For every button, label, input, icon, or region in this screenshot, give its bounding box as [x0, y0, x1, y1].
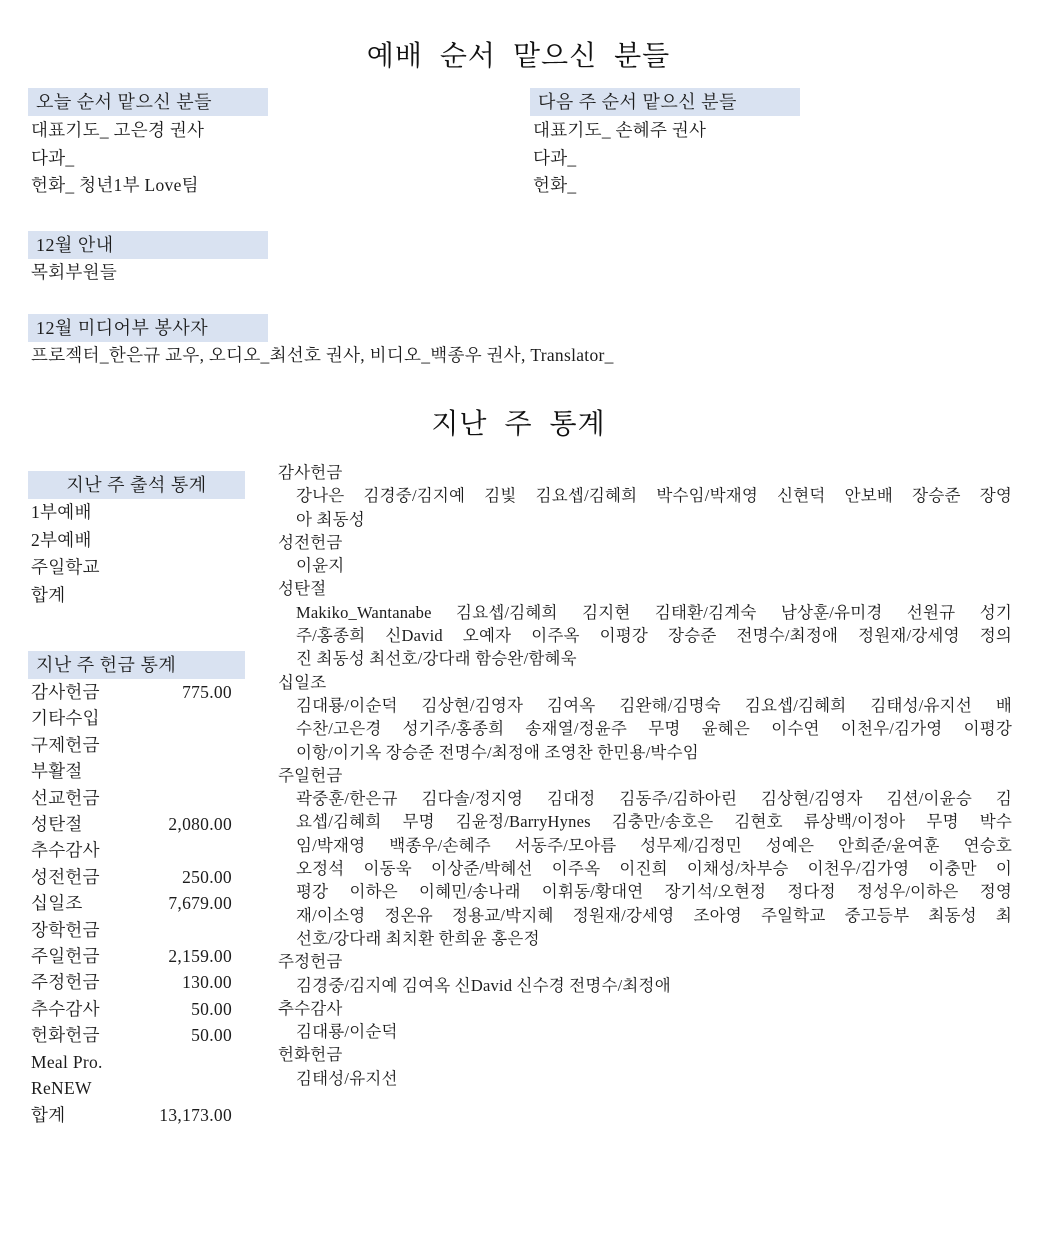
offering-row-value: 50.00	[191, 998, 232, 1019]
offering-row	[31, 679, 232, 705]
donor-section-heading: 성탄절	[278, 579, 327, 599]
today-assignments-list	[31, 117, 204, 200]
offering-row-label: 추수감사	[31, 840, 100, 861]
attendance-row-label: 1부예배	[31, 502, 92, 522]
offering-row-label: 주일헌금	[31, 946, 100, 967]
offering-row-label: 선교헌금	[31, 787, 100, 808]
offering-row	[31, 837, 232, 863]
attendance-row	[31, 499, 100, 527]
offering-stats-header: 지난 주 헌금 통계	[28, 651, 245, 679]
offering-row	[31, 864, 232, 890]
donor-section-heading: 감사헌금	[278, 463, 343, 482]
offering-row-value: 2,080.00	[168, 814, 232, 835]
offering-row	[31, 917, 232, 943]
december-notice-header: 12월 안내	[28, 231, 268, 259]
offering-row-label: 성전헌금	[31, 866, 100, 887]
notice-line: 목회부원들	[31, 262, 118, 282]
assignment-line: 헌화_	[533, 175, 577, 195]
donor-section-heading: 성전헌금	[278, 532, 343, 552]
donor-name-line: 선호/강다래 최치환 한희윤 홍은정	[296, 928, 540, 948]
attendance-stats-header: 지난 주 출석 통계	[28, 471, 245, 499]
offering-row	[31, 996, 232, 1022]
offering-row	[31, 1075, 232, 1101]
offering-row	[31, 969, 232, 995]
offering-row-label: 십일조	[31, 893, 83, 914]
offering-row-label: 감사헌금	[31, 682, 100, 702]
offering-row-value: 13,173.00	[159, 1104, 232, 1125]
today-assignments-header: 오늘 순서 맡으신 분들	[28, 88, 268, 116]
offering-row-label: Meal Pro.	[31, 1051, 103, 1072]
donor-name-line: 김태성/유지선	[296, 1068, 398, 1088]
donor-section-heading: 헌화헌금	[278, 1045, 343, 1065]
donor-section-heading: 추수감사	[278, 998, 343, 1018]
offering-row	[31, 1049, 232, 1075]
offering-row-label: ReNEW	[31, 1078, 92, 1099]
donor-name-line: 김대룡/이순덕 김상현/김영자 김여옥 김완해/김명숙 김요셉/김혜희 김태성/유지선 배	[296, 695, 1012, 715]
attendance-row-label: 합계	[31, 584, 66, 605]
donor-name-line: 강나은 김경중/김지예 김빛 김요셉/김혜희 박수임/박재영 신현덕 안보배 장승준 장영	[296, 486, 1012, 506]
offering-row	[31, 1022, 232, 1048]
december-media-volunteers-list	[31, 342, 751, 370]
donor-name-line: 평강 이하은 이혜민/송나래 이휘동/황대연 장기석/오현정 정다정 정성우/이하은 정영	[296, 882, 1012, 902]
assignment-line: 다과_	[533, 147, 577, 168]
offering-row-value: 2,159.00	[168, 946, 232, 967]
offering-row	[31, 1102, 232, 1128]
offering-row	[31, 943, 232, 969]
offering-row-label: 주정헌금	[31, 972, 100, 993]
attendance-row-label: 주일학교	[31, 557, 100, 577]
donor-name-line: 진 최동성 최선호/강다래 함승완/함혜욱	[296, 649, 577, 669]
donor-name-line: 오정석 이동욱 이상준/박혜선 이주옥 이진희 이채성/차부승 이천우/김가영 이충만 이	[296, 859, 1012, 879]
offering-row-value: 130.00	[182, 972, 232, 993]
assignment-line: 대표기도_ 고은경 권사	[31, 120, 205, 140]
offering-row-label: 부활절	[31, 761, 83, 782]
donor-name-line: 아 최동성	[296, 509, 365, 529]
donor-name-line: 곽중훈/한은규 김다솔/정지영 김대정 김동주/김하아린 김상현/김영자 김션/이윤승 김	[296, 789, 1012, 809]
donor-name-line: Makiko_Wantanabe 김요셉/김혜희 김지현 김태환/김계숙 남상훈/유미경 선원규 성기	[296, 602, 1012, 622]
donor-section-heading: 주정헌금	[278, 952, 343, 972]
assignment-line: 헌화_ 청년1부 Love팀	[31, 175, 199, 195]
offering-stats-table	[31, 679, 232, 1128]
stats-section-title: 지난 주 통계	[431, 409, 606, 440]
offering-row	[31, 785, 232, 811]
attendance-row-label: 2부예배	[31, 529, 92, 550]
donor-name-line: 요셉/김혜희 무명 김윤정/BarryHynes 김충만/송호은 김현호 류상백/이정아 무명 박수	[296, 812, 1012, 832]
donor-lists	[278, 461, 1012, 1090]
offering-row-label: 추수감사	[31, 998, 100, 1019]
donor-name-line: 재/이소영 정온유 정용교/박지혜 정원재/강세영 조아영 주일학교 중고등부 최동성 최	[296, 905, 1012, 925]
attendance-row	[31, 554, 100, 582]
next-week-assignments-header: 다음 주 순서 맡으신 분들	[530, 88, 800, 116]
offering-row-label: 헌화헌금	[31, 1025, 100, 1046]
offering-row	[31, 758, 232, 784]
offering-row-label: 기타수입	[31, 708, 100, 729]
offering-row-value: 7,679.00	[168, 893, 232, 914]
offering-row-label: 성탄절	[31, 814, 83, 835]
donor-name-line: 수찬/고은경 성기주/홍종희 송재열/정윤주 무명 윤혜은 이수연 이천우/김가영 이평강	[296, 719, 1012, 739]
offering-row	[31, 705, 232, 731]
donor-name-line: 이윤지	[296, 556, 345, 576]
page-title: 예배 순서 맡으신 분들	[366, 41, 671, 72]
offering-row-value: 50.00	[191, 1025, 232, 1046]
donor-section-heading: 십일조	[278, 672, 327, 692]
attendance-row	[31, 527, 100, 555]
assignment-line: 다과_	[31, 147, 75, 168]
donor-section-heading: 주일헌금	[278, 765, 343, 785]
offering-row	[31, 811, 232, 837]
assignment-line: 대표기도_ 손혜주 권사	[533, 120, 707, 140]
offering-row-label: 합계	[31, 1104, 66, 1125]
attendance-row	[31, 582, 100, 610]
donor-name-line: 김대룡/이순덕	[296, 1022, 398, 1042]
donor-name-line: 이항/이기옥 장승준 전명수/최정애 조영찬 한민용/박수임	[296, 742, 699, 762]
donor-name-line: 주/홍종희 신David 오예자 이주옥 이평강 장승준 전명수/최정애 정원재/강세영 정의	[296, 626, 1012, 646]
offering-row	[31, 732, 232, 758]
december-media-volunteers-header: 12월 미디어부 봉사자	[28, 314, 268, 342]
volunteer-line: 프로젝터_한은규 교우, 오디오_최선호 권사, 비디오_백종우 권사, Translator_	[31, 345, 614, 365]
offering-row-label: 구제헌금	[31, 734, 100, 755]
offering-row-label: 장학헌금	[31, 919, 100, 940]
next-week-assignments-list	[533, 117, 706, 200]
donor-name-line: 김경중/김지예 김여옥 신David 신수경 전명수/최정애	[296, 975, 671, 995]
offering-row-value: 775.00	[182, 682, 232, 702]
december-notice-list	[31, 259, 117, 287]
offering-row	[31, 890, 232, 916]
attendance-stats-table	[31, 499, 100, 609]
offering-row-value: 250.00	[182, 866, 232, 887]
donor-name-line: 임/박재영 백종우/손혜주 서동주/모아름 성무제/김정민 성예은 안희준/윤여훈 연승호	[296, 835, 1012, 855]
